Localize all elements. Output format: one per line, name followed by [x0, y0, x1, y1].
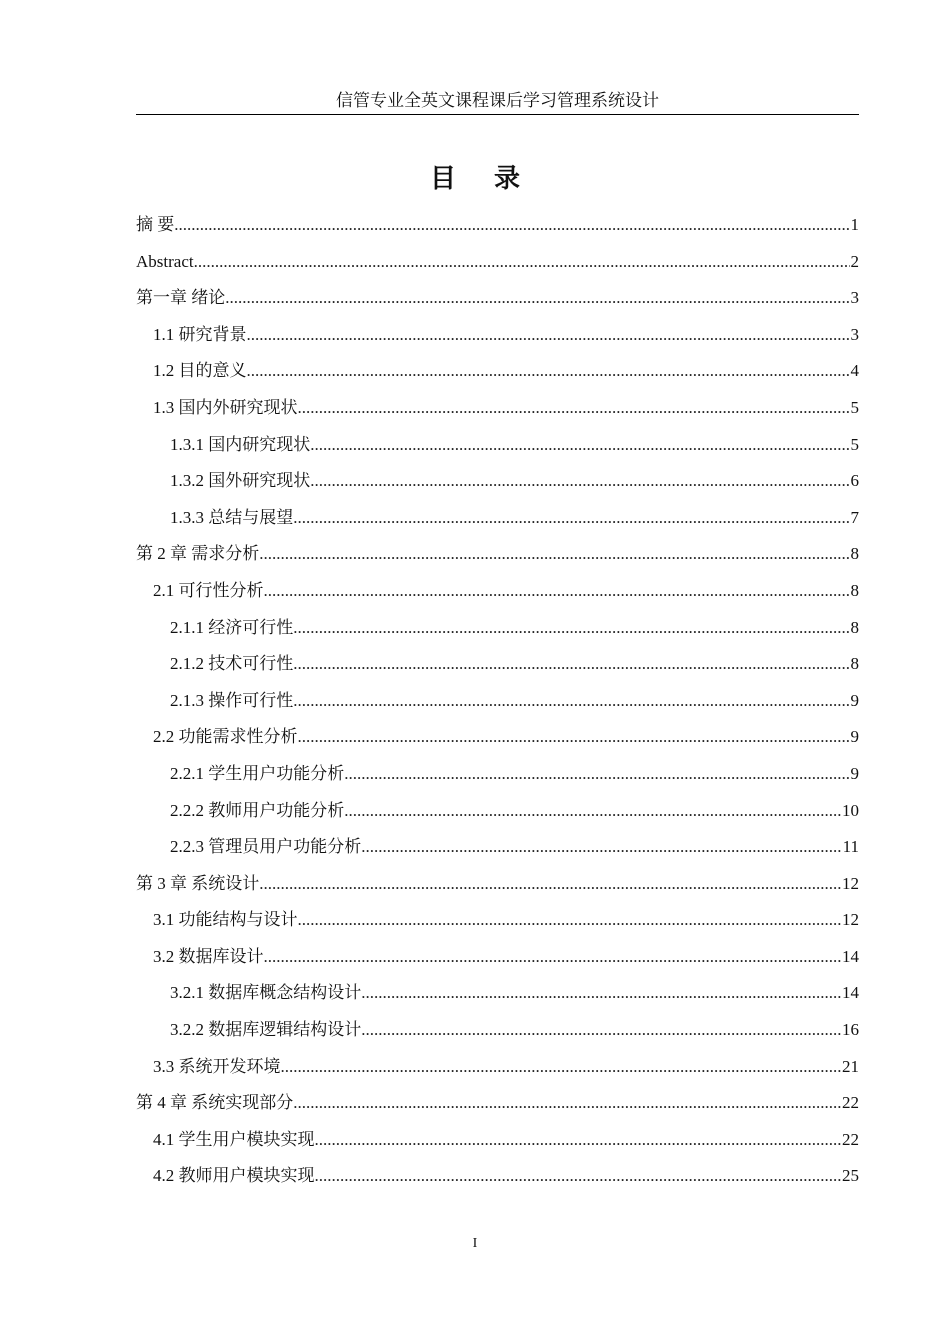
toc-entry-page: 10 — [842, 800, 859, 820]
toc-title: 目录 — [429, 164, 558, 194]
toc-entry[interactable] — [136, 280, 859, 317]
dot-leader — [259, 536, 849, 573]
toc-entry-label: 4.1 学生用户模块实现 — [153, 1129, 315, 1149]
toc-entry-label: 2.1.3 操作可行性 — [170, 690, 294, 710]
toc-entry-page: 5 — [850, 434, 859, 454]
toc-entry-label: 2.2.3 管理员用户功能分析 — [170, 837, 362, 857]
toc-entry-page: 8 — [850, 617, 859, 637]
toc-entry[interactable] — [136, 1158, 859, 1195]
toc-entry-page: 22 — [842, 1093, 859, 1113]
toc-entry-label: 2.2 功能需求性分析 — [153, 727, 298, 747]
toc-entry-label: 3.1 功能结构与设计 — [153, 910, 298, 930]
toc-entry[interactable] — [136, 1085, 859, 1122]
dot-leader — [264, 939, 842, 976]
toc-entry-label: 3.3 系统开发环境 — [153, 1056, 281, 1076]
dot-leader — [293, 1085, 841, 1122]
toc-entry-label: 1.3.3 总结与展望 — [170, 507, 294, 527]
toc-entry-label: 2.1.2 技术可行性 — [170, 654, 294, 674]
toc-entry[interactable] — [136, 427, 859, 464]
toc-entry-page: 14 — [842, 946, 859, 966]
table-of-contents — [136, 207, 859, 1195]
toc-entry-page: 9 — [850, 690, 859, 710]
dot-leader — [298, 902, 842, 939]
toc-entry-label: 第一章 绪论 — [136, 288, 226, 308]
toc-entry-label: 3.2 数据库设计 — [153, 946, 264, 966]
toc-entry-page: 16 — [842, 1020, 859, 1040]
toc-entry-page: 14 — [842, 983, 859, 1003]
toc-entry-page: 1 — [850, 215, 859, 234]
toc-entry-label: 3.2.1 数据库概念结构设计 — [170, 983, 362, 1003]
toc-entry-page: 3 — [850, 288, 859, 308]
toc-entry-page: 21 — [842, 1056, 859, 1076]
toc-entry[interactable] — [136, 207, 859, 244]
page-header — [136, 88, 859, 115]
toc-entry[interactable] — [136, 463, 859, 500]
toc-entry[interactable] — [136, 939, 859, 976]
toc-entry-page: 12 — [842, 873, 859, 893]
toc-entry-label: 2.2.2 教师用户功能分析 — [170, 800, 345, 820]
toc-entry-label: 第 2 章 需求分析 — [136, 544, 260, 564]
dot-leader — [293, 610, 849, 647]
dot-leader — [194, 244, 850, 281]
header-title: 信管专业全英文课程课后学习管理系统设计 — [336, 91, 659, 110]
toc-entry[interactable] — [136, 756, 859, 793]
dot-leader — [225, 280, 849, 317]
toc-entry-label: 4.2 教师用户模块实现 — [153, 1166, 315, 1186]
toc-entry-page: 8 — [850, 654, 859, 674]
dot-leader — [247, 317, 850, 354]
toc-entry-label: 第 4 章 系统实现部分 — [136, 1093, 294, 1113]
toc-entry-label: 1.1 研究背景 — [153, 324, 247, 344]
toc-entry-label: 1.3.2 国外研究现状 — [170, 471, 311, 491]
toc-entry-label: 1.3 国内外研究现状 — [153, 397, 298, 417]
toc-entry-page: 9 — [850, 763, 859, 783]
toc-entry[interactable] — [136, 610, 859, 647]
toc-entry-label: 3.2.2 数据库逻辑结构设计 — [170, 1020, 362, 1040]
dot-leader — [174, 207, 849, 244]
toc-entry-page: 5 — [850, 397, 859, 417]
toc-entry[interactable] — [136, 317, 859, 354]
toc-entry-page: 3 — [850, 324, 859, 344]
toc-entry[interactable] — [136, 573, 859, 610]
toc-entry-page: 6 — [850, 471, 859, 491]
toc-entry-page: 11 — [842, 837, 859, 857]
toc-entry[interactable] — [136, 353, 859, 390]
toc-entry[interactable] — [136, 683, 859, 720]
dot-leader — [281, 1049, 842, 1086]
toc-entry[interactable] — [136, 646, 859, 683]
dot-leader — [361, 975, 841, 1012]
toc-entry[interactable] — [136, 793, 859, 830]
dot-leader — [293, 646, 849, 683]
toc-entry-page: 22 — [842, 1129, 859, 1149]
dot-leader — [344, 756, 849, 793]
toc-entry[interactable] — [136, 1122, 859, 1159]
toc-entry[interactable] — [136, 1049, 859, 1086]
dot-leader — [361, 1012, 841, 1049]
dot-leader — [298, 390, 850, 427]
toc-entry-label: Abstract — [136, 251, 194, 271]
toc-entry-label: 2.2.1 学生用户功能分析 — [170, 763, 345, 783]
dot-leader — [361, 829, 841, 866]
toc-entry[interactable] — [136, 500, 859, 537]
toc-entry-label: 2.1 可行性分析 — [153, 580, 264, 600]
toc-entry-label: 第 3 章 系统设计 — [136, 873, 260, 893]
toc-entry-page: 7 — [850, 507, 859, 527]
toc-entry[interactable] — [136, 902, 859, 939]
dot-leader — [315, 1158, 842, 1195]
toc-entry-label: 摘 要 — [136, 215, 175, 234]
toc-entry-page: 8 — [850, 580, 859, 600]
toc-entry[interactable] — [136, 975, 859, 1012]
toc-entry-label: 1.3.1 国内研究现状 — [170, 434, 311, 454]
page-number: I — [472, 1236, 478, 1251]
toc-entry[interactable] — [136, 1012, 859, 1049]
toc-entry-page: 25 — [842, 1166, 859, 1186]
toc-entry-page: 2 — [850, 251, 859, 271]
toc-entry-page: 8 — [850, 544, 859, 564]
toc-entry[interactable] — [136, 536, 859, 573]
toc-entry[interactable] — [136, 390, 859, 427]
toc-entry[interactable] — [136, 866, 859, 903]
dot-leader — [344, 793, 841, 830]
dot-leader — [259, 866, 841, 903]
dot-leader — [315, 1122, 842, 1159]
toc-entry[interactable] — [136, 244, 859, 281]
toc-entry-page: 4 — [850, 361, 859, 381]
dot-leader — [310, 463, 849, 500]
dot-leader — [293, 683, 849, 720]
dot-leader — [298, 719, 850, 756]
toc-entry-page: 9 — [850, 727, 859, 747]
dot-leader — [310, 427, 849, 464]
dot-leader — [247, 353, 850, 390]
dot-leader — [293, 500, 849, 537]
toc-entry-label: 2.1.1 经济可行性 — [170, 617, 294, 637]
toc-entry[interactable] — [136, 829, 859, 866]
page-footer — [0, 1236, 950, 1252]
toc-entry[interactable] — [136, 719, 859, 756]
toc-entry-label: 1.2 目的意义 — [153, 361, 247, 381]
toc-entry-page: 12 — [842, 910, 859, 930]
dot-leader — [264, 573, 850, 610]
